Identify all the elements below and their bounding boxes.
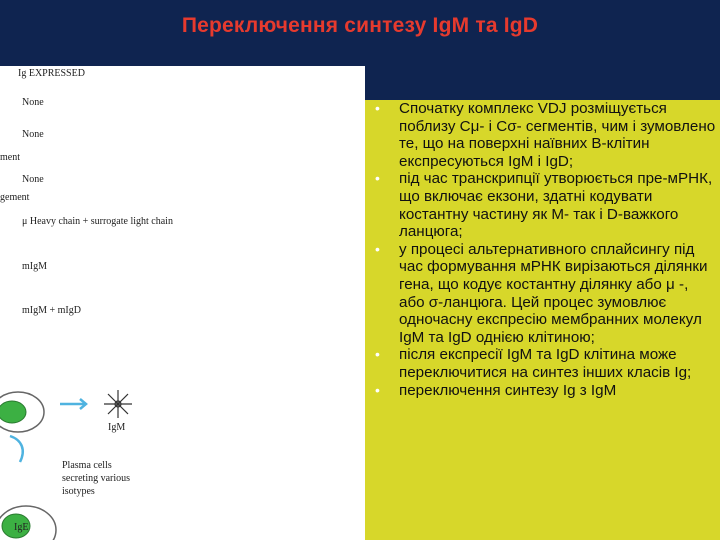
slide-title: Переключення синтезу IgM та IgD [181, 14, 539, 37]
cell-illustration [0, 366, 200, 540]
bullet-item: • Спочатку комплекс VDJ розміщується поблизу Cμ- і Cσ- сегментів, чим і зумовлено те, що на поверхні наївних В-клітин експресуються IgM і IgD; [375, 100, 716, 170]
bullet-item: • під час транскрипції утворюється пре-мРНК, що включає екзони, здатні кодувати костантну частину як М- так і D-важкого ланцюга; [375, 170, 713, 241]
text-panel [365, 66, 720, 540]
bullet-item: • після експресії IgM та IgD клітина може переключитися на синтез інших класів Ig; [375, 346, 692, 381]
nucleus-icon [0, 401, 26, 423]
curved-arrow-icon [10, 436, 23, 462]
figure-header: Ig EXPRESSED [18, 68, 85, 79]
ige-label: IgE [14, 522, 29, 533]
panel-top-band [365, 66, 720, 100]
bullet-list [373, 100, 718, 399]
figure-row: μ Heavy chain + surrogate light chain [22, 216, 173, 227]
igm-antibody-icon [104, 390, 132, 418]
figure-row: None [22, 174, 44, 185]
bullet-item: • у процесі альтернативного сплайсингу під час формування мРНК вирізаються ділянки гена, що кодує костантну ділянку або μ -, або σ-ланцюга. Цей процес зумовлює одночасну експресію мембранних молекул IgM та IgD однією клітиною; [375, 240, 708, 346]
igm-label: IgM [108, 422, 126, 433]
left-figure-panel [0, 66, 365, 540]
figure-row: mIgM [22, 261, 47, 272]
plasma-label: secreting various [62, 473, 131, 484]
bullet-item: • переключення синтезу Ig з IgM [375, 381, 617, 399]
figure-row: None [22, 129, 44, 140]
figure-row: ment [0, 152, 20, 163]
figure-row: mIgM + mIgD [22, 305, 81, 316]
figure-row: gement [0, 192, 30, 203]
figure-row: None [22, 97, 44, 108]
plasma-label: isotypes [62, 486, 95, 497]
plasma-label: Plasma cells [62, 460, 112, 471]
